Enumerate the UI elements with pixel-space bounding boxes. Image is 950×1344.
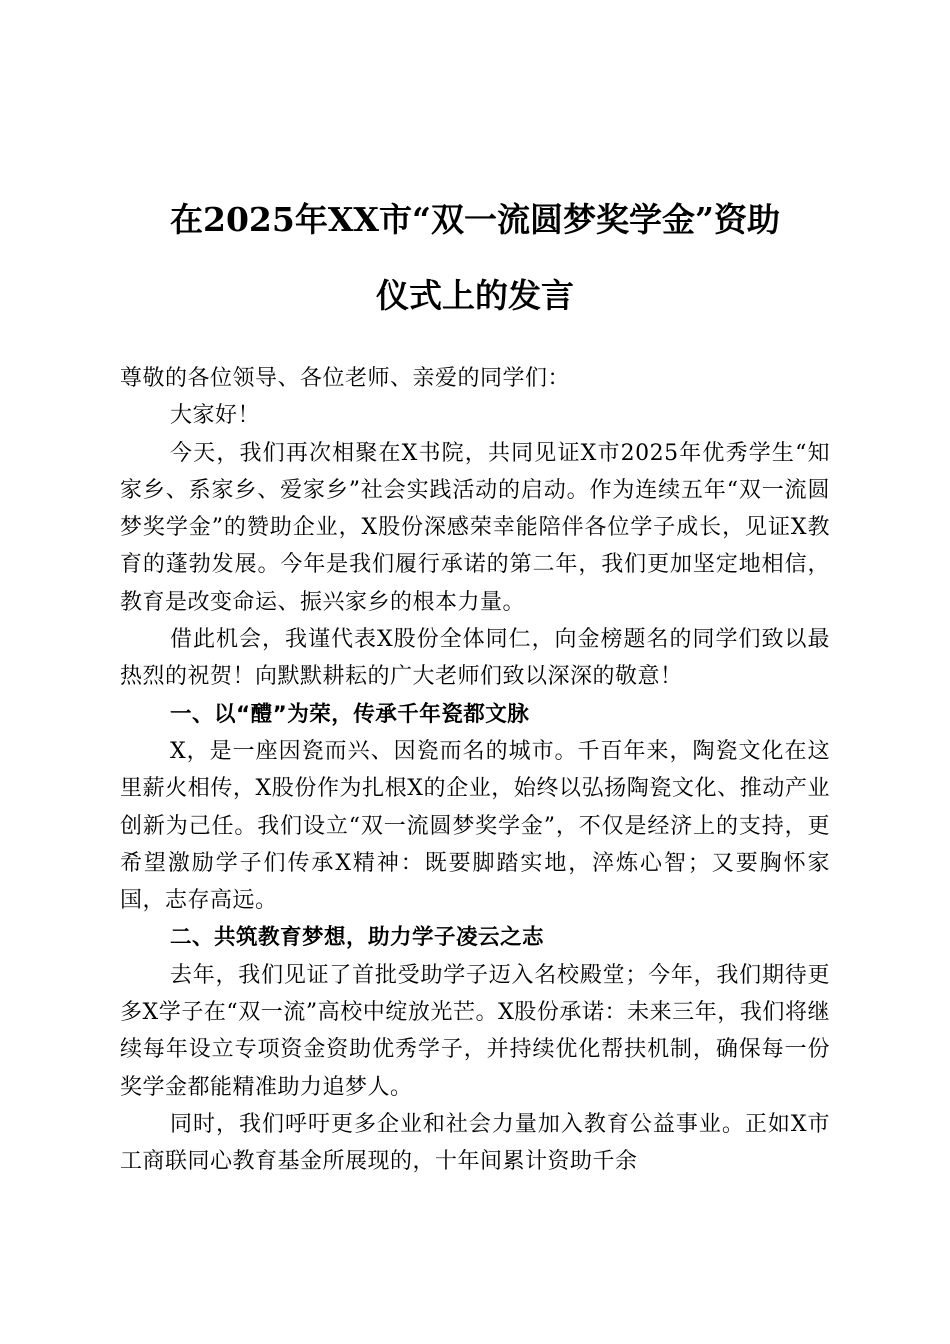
section-1-paragraph: X，是一座因瓷而兴、因瓷而名的城市。千百年来，陶瓷文化在这里薪火相传，X股份作为扎根X的企业，始终以弘扬陶瓷文化、推动产业创新为己任。我们设立“双一流圆梦奖学金”，不仅是经济上的支持，更希望激励学子们传承X精神：既要脚踏实地，淬炼心智；又要胸怀家国，志存高远。: [120, 738, 830, 914]
section-2-paragraph-2: 同时，我们呼吁更多企业和社会力量加入教育公益事业。正如X市工商联同心教育基金所展现的，十年间累计资助千余: [120, 1111, 830, 1175]
paragraph-congratulations: 借此机会，我谨代表X股份全体同仁，向金榜题名的同学们致以最热烈的祝贺！向默默耕耘的广大老师们致以深深的敬意！: [120, 627, 830, 690]
greeting: 大家好！: [170, 403, 261, 429]
document-body: [120, 360, 830, 1181]
salutation: 尊敬的各位领导、各位老师、亲爱的同学们：: [120, 366, 571, 391]
title-line-1: 在2025年XX市“双一流圆梦奖学金”资助: [169, 200, 781, 239]
paragraph-intro: 今天，我们再次相聚在X书院，共同见证X市2025年优秀学生“知家乡、系家乡、爱家乡”社会实践活动的启动。作为连续五年“双一流圆梦奖学金”的赞助企业，X股份深感荣幸能陪伴各位学子成长，见证X教育的蓬勃发展。今年是我们履行承诺的第二年，我们更加坚定地相信，教育是改变命运、振兴家乡的根本力量。: [120, 440, 830, 615]
section-1-heading: 一、以“醴”为荣，传承千年瓷都文脉: [170, 701, 530, 727]
title-line-2: 仪式上的发言: [376, 276, 574, 315]
document-title: [120, 182, 830, 334]
section-2-paragraph-1: 去年，我们见证了首批受助学子迈入名校殿堂；今年，我们期待更多X学子在“双一流”高校中绽放光芒。X股份承诺：未来三年，我们将继续每年设立专项资金资助优秀学子，并持续优化帮扶机制，确保每一份奖学金都能精准助力追梦人。: [120, 962, 830, 1100]
section-2-heading: 二、共筑教育梦想，助力学子凌云之志: [170, 925, 545, 951]
